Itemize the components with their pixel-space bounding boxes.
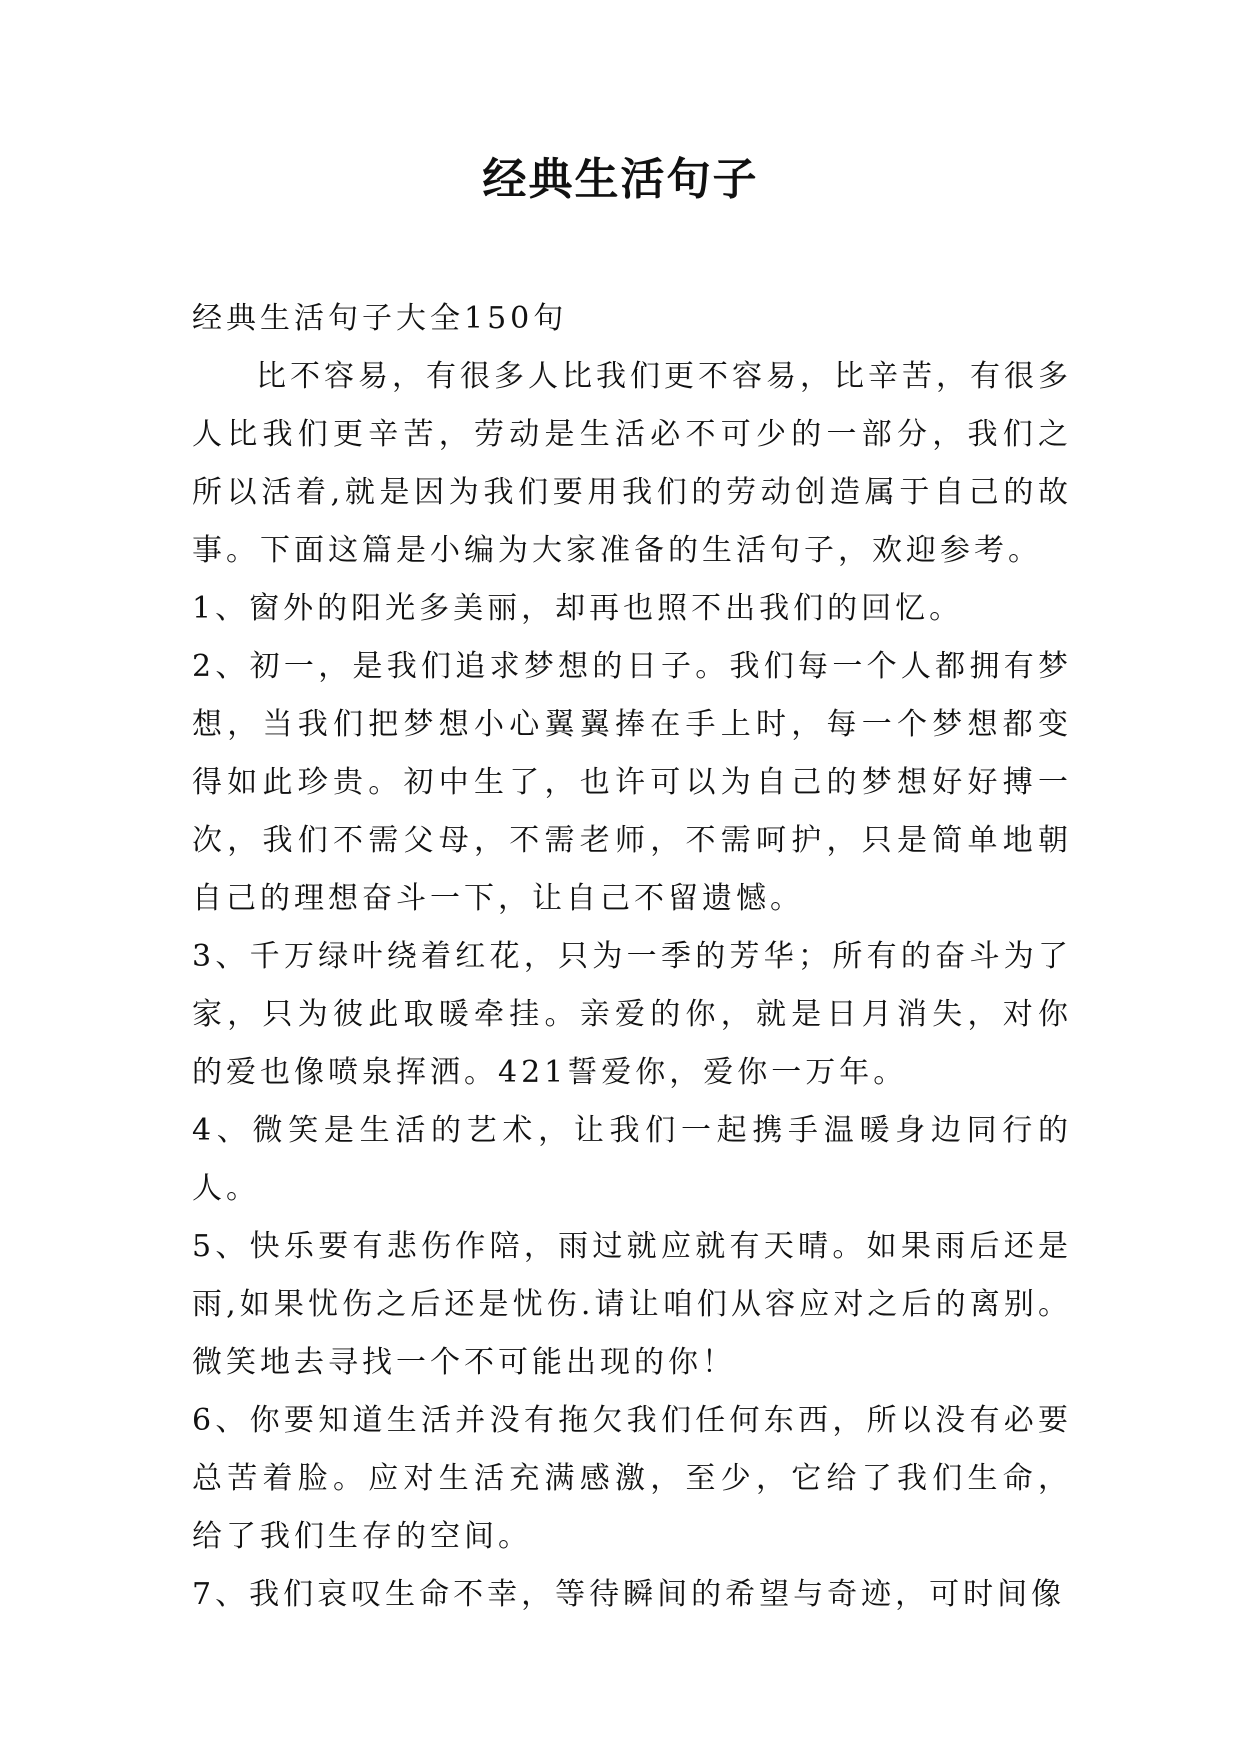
intro-paragraph: 比不容易，有很多人比我们更不容易，比辛苦，有很多人比我们更辛苦，劳动是生活必不可少的一部分，我们之所以活着,就是因为我们要用我们的劳动创造属于自己的故事。下面这篇是小编为大家准备的生活句子，欢迎参考。 — [192, 359, 1072, 568]
list-item: 6、你要知道生活并没有拖欠我们任何东西，所以没有必要总苦着脸。应对生活充满感激，至少，它给了我们生命，给了我们生存的空间。 — [192, 1403, 1072, 1554]
list-item: 5、快乐要有悲伤作陪，雨过就应就有天晴。如果雨后还是雨,如果忧伤之后还是忧伤.请让咱们从容应对之后的离别。微笑地去寻找一个不可能出现的你！ — [192, 1229, 1072, 1380]
list-item: 1、窗外的阳光多美丽，却再也照不出我们的回忆。 — [192, 591, 964, 626]
list-item: 4、微笑是生活的艺术，让我们一起携手温暖身边同行的人。 — [192, 1113, 1072, 1206]
list-item: 2、初一，是我们追求梦想的日子。我们每一个人都拥有梦想，当我们把梦想小心翼翼捧在手上时，每一个梦想都变得如此珍贵。初中生了，也许可以为自己的梦想好好搏一次，我们不需父母，不需老师，不需呵护，只是简单地朝自己的理想奋斗一下，让自己不留遗憾。 — [192, 649, 1072, 916]
list-item: 7、我们哀叹生命不幸，等待瞬间的希望与奇迹，可时间像 — [192, 1577, 1066, 1612]
document-title: 经典生活句子 — [482, 154, 759, 205]
document-body — [192, 290, 1072, 1624]
document-subtitle: 经典生活句子大全150句 — [192, 301, 568, 336]
list-item: 3、千万绿叶绕着红花，只为一季的芳华；所有的奋斗为了家，只为彼此取暖牵挂。亲爱的你，就是日月消失，对你的爱也像喷泉挥洒。421誓爱你，爱你一万年。 — [192, 939, 1072, 1090]
